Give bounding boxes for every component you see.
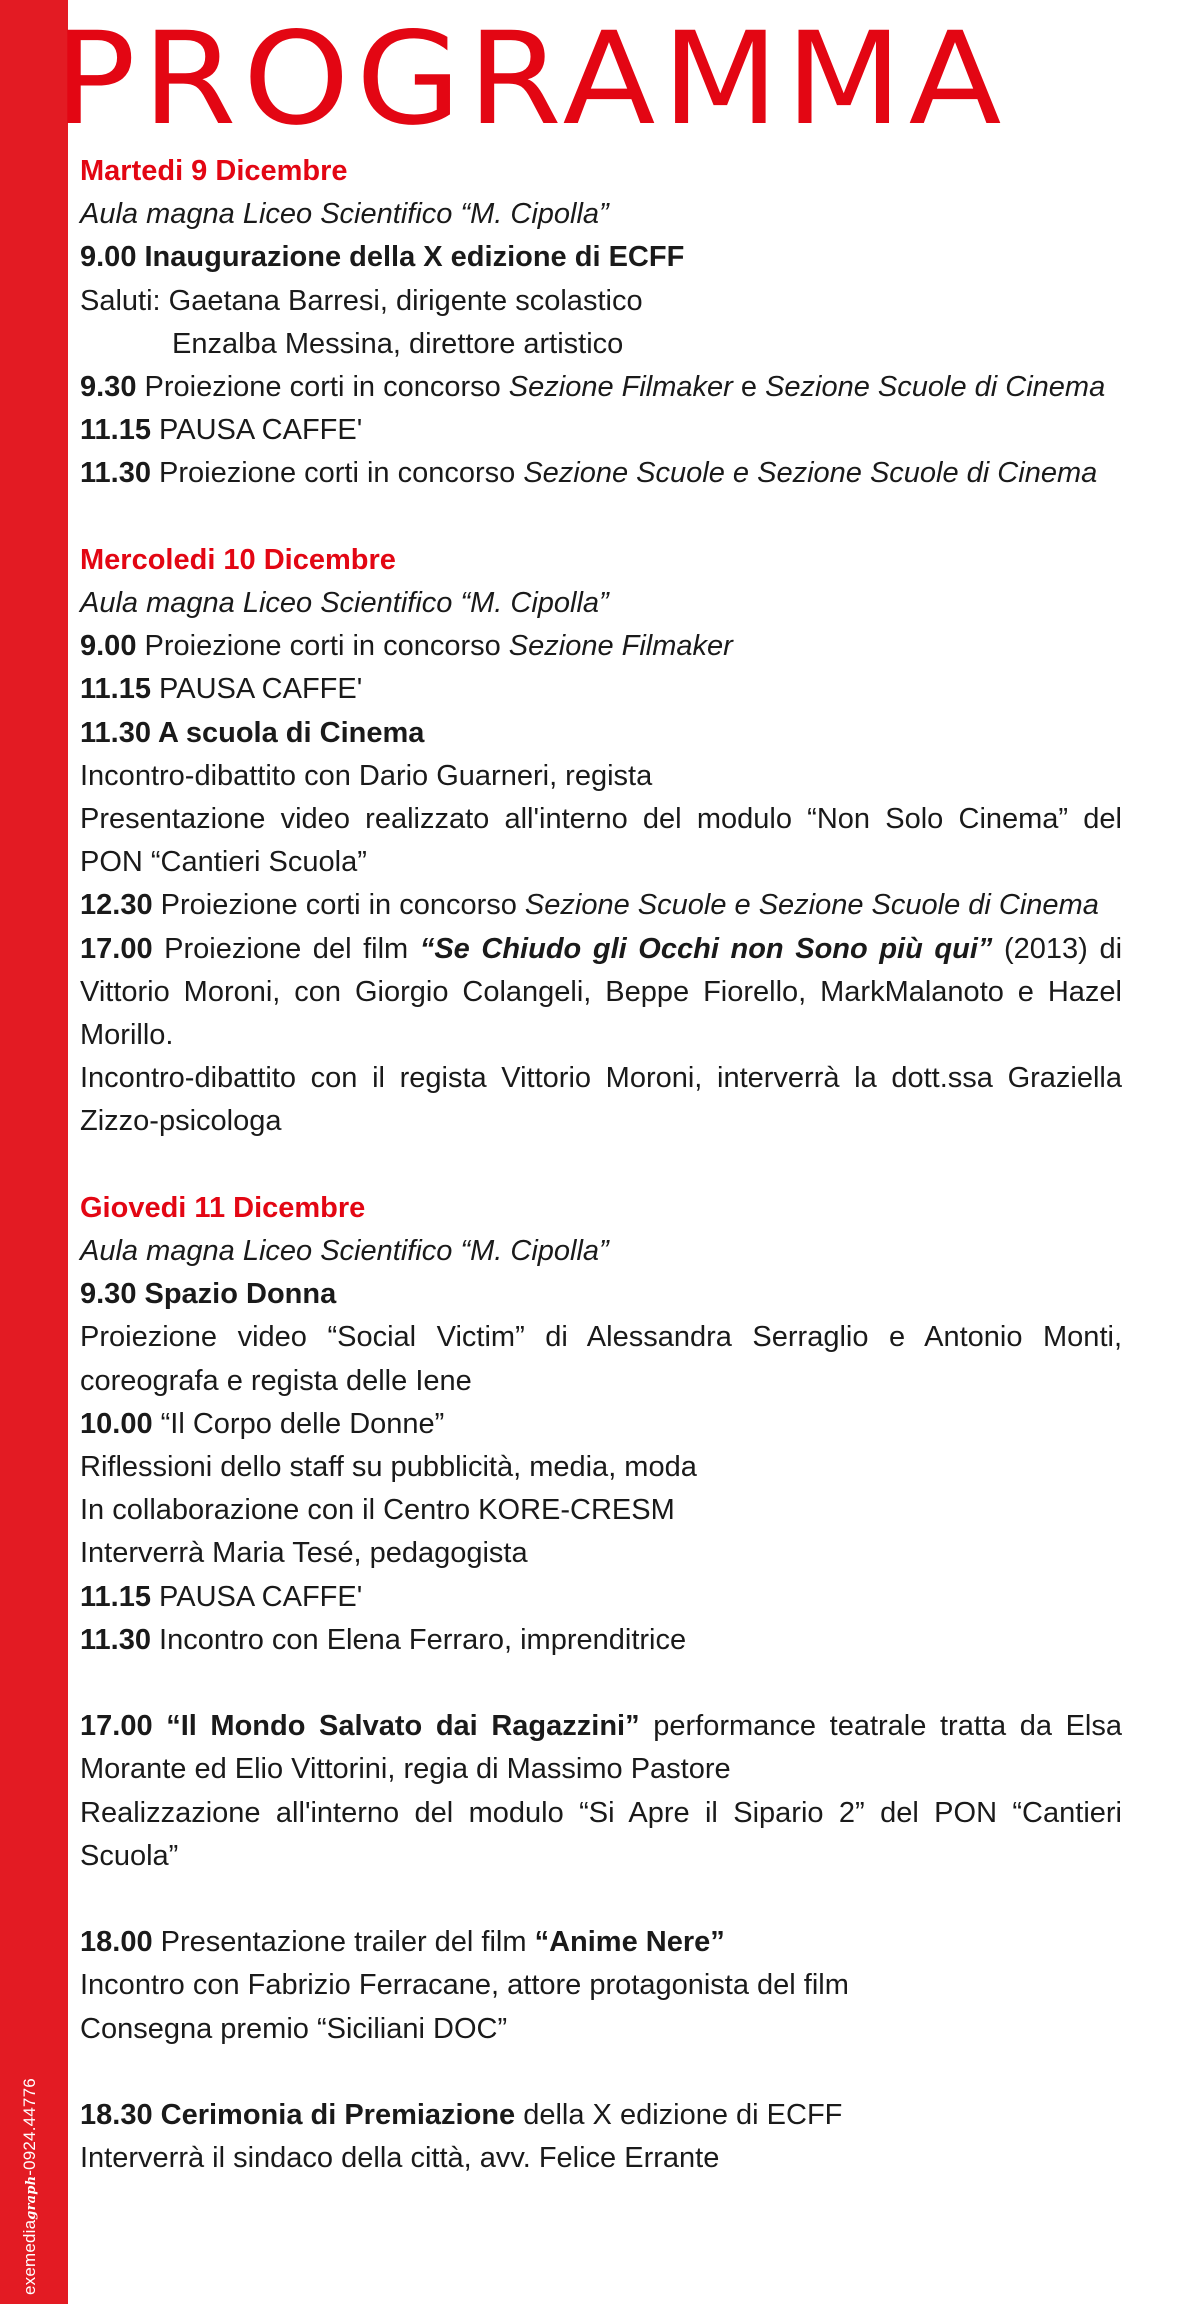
event-time: 18.00 (80, 1926, 153, 1959)
day-heading: Mercoledi 10 Dicembre (80, 543, 396, 576)
event-incontro-ferracane: Incontro con Fabrizio Ferracane, attore protagonista del film (80, 1969, 849, 2002)
event-premio-siciliani: Consegna premio “Siciliani DOC” (80, 2012, 508, 2045)
event-section: Sezione Scuole e Sezione Scuole di Cinema (524, 889, 1099, 922)
event-pausa (80, 409, 1122, 452)
credit-phone: -0924.44776 (20, 2078, 39, 2176)
event-time: 9.00 (80, 630, 137, 663)
event-dibattito-moroni: Incontro-dibattito con il regista Vittorio Moroni, interverrà la dott.ssa Graziella Zizzo-psicologa (80, 1062, 1122, 1138)
credit-script: graph (24, 2175, 39, 2220)
event-text: PAUSA CAFFE' (150, 673, 363, 706)
spacer (80, 1662, 1122, 1705)
event-pausa (80, 668, 1122, 711)
event-riflessioni: Riflessioni dello staff su pubblicità, media, moda (80, 1451, 697, 1484)
event-time: 10.00 (80, 1407, 153, 1440)
event-inaugurazione: 9.00 Inaugurazione della X edizione di ECFF (80, 241, 685, 274)
day-heading: Martedi 9 Dicembre (80, 155, 348, 187)
event-social-victim: Proiezione video “Social Victim” di Alessandra Serraglio e Antonio Monti, coreografa e regista delle Iene (80, 1321, 1122, 1397)
event-title: 18.30 Cerimonia di Premiazione (80, 2099, 516, 2132)
film-title: “Se Chiudo gli Occhi non Sono più qui” (419, 932, 993, 965)
event-mondo-salvato (80, 1705, 1122, 1791)
event-section: Sezione Filmaker (508, 630, 733, 663)
event-time: 11.30 (80, 1623, 151, 1656)
event-title: 17.00 “Il Mondo Salvato dai Ragazzini” (80, 1710, 640, 1743)
day-heading: Giovedi 11 Dicembre (80, 1191, 366, 1224)
event-proiezione-930 (80, 366, 1122, 409)
event-time: 12.30 (80, 889, 153, 922)
spacer (80, 1144, 1122, 1187)
event-time: 9.30 (80, 371, 137, 404)
event-interverra-tese: Interverrà Maria Tesé, pedagogista (80, 1537, 528, 1570)
event-text: Proiezione corti in concorso (152, 889, 525, 922)
film-title: “Anime Nere” (534, 1926, 725, 1959)
event-sipario: Realizzazione all'interno del modulo “Si Apre il Sipario 2” del PON “Cantieri Scuola” (80, 1796, 1122, 1872)
event-cerimonia (80, 2094, 1122, 2137)
day-section-giovedi (80, 1187, 1122, 2181)
event-text: Proiezione corti in concorso (136, 371, 509, 404)
venue: Aula magna Liceo Scientifico “M. Cipolla” (80, 587, 609, 620)
event-time: 11.15 (80, 414, 151, 447)
event-proiezione-900 (80, 625, 1122, 668)
event-corpo-donne (80, 1403, 1122, 1446)
event-proiezione-1130 (80, 452, 1122, 495)
sidebar-red-band (0, 0, 68, 2304)
event-text: Proiezione corti in concorso (136, 630, 509, 663)
event-trailer-anime-nere (80, 1921, 1122, 1964)
event-text: (2013) di Vittorio Moroni, con Giorgio Colangeli, Beppe Fiorello, MarkMalanoto e Hazel Morillo. (80, 932, 1123, 1052)
event-text: PAUSA CAFFE' (150, 414, 363, 447)
event-time: 11.30 (80, 457, 151, 490)
day-section-mercoledi (80, 539, 1122, 1144)
event-text: Presentazione trailer del film (152, 1926, 535, 1959)
event-incontro-ferraro (80, 1619, 1122, 1662)
designer-credit (20, 2078, 40, 2295)
venue: Aula magna Liceo Scientifico “M. Cipolla” (80, 198, 609, 231)
event-section: Sezione Scuole di Cinema (765, 371, 1106, 404)
event-conj: e (732, 371, 766, 404)
event-sindaco: Interverrà il sindaco della città, avv. Felice Errante (80, 2142, 720, 2175)
event-scuola-cinema: 11.30 A scuola di Cinema (80, 716, 425, 749)
event-text: della X edizione di ECFF (515, 2099, 843, 2132)
venue: Aula magna Liceo Scientifico “M. Cipolla” (80, 1235, 609, 1268)
event-text: Proiezione del film (152, 932, 420, 965)
spacer (80, 1878, 1122, 1921)
spacer (80, 2051, 1122, 2094)
program-content (80, 150, 1122, 2180)
event-text: PAUSA CAFFE' (150, 1580, 363, 1613)
event-spazio-donna: 9.30 Spazio Donna (80, 1278, 337, 1311)
event-time: 17.00 (80, 932, 153, 965)
event-presentazione-video: Presentazione video realizzato all'interno del modulo “Non Solo Cinema” del PON “Cantieri Scuola” (80, 803, 1122, 879)
event-text: “Il Corpo delle Donne” (152, 1407, 445, 1440)
page-title: PROGRAMMA (54, 5, 1008, 154)
event-proiezione-1230 (80, 884, 1122, 927)
event-text: Incontro con Elena Ferraro, imprenditrice (150, 1623, 687, 1656)
event-text: Proiezione corti in concorso (150, 457, 524, 490)
day-section-martedi (80, 150, 1122, 496)
event-time: 11.15 (80, 673, 151, 706)
saluti-line-2: Enzalba Messina, direttore artistico (172, 327, 624, 360)
event-section: Sezione Scuole e Sezione Scuole di Cinema (523, 457, 1098, 490)
event-film-1700 (80, 928, 1122, 1058)
event-time: 11.15 (80, 1580, 151, 1613)
saluti-line-1: Saluti: Gaetana Barresi, dirigente scolastico (80, 284, 643, 317)
spacer (80, 496, 1122, 539)
credit-prefix: exemedia (20, 2219, 39, 2295)
event-text: performance teatrale tratta da Elsa Morante ed Elio Vittorini, regia di Massimo Pastore (80, 1710, 1122, 1786)
event-incontro-guarneri: Incontro-dibattito con Dario Guarneri, regista (80, 759, 653, 792)
event-pausa (80, 1576, 1122, 1619)
event-collaborazione: In collaborazione con il Centro KORE-CRESM (80, 1494, 675, 1527)
event-section: Sezione Filmaker (508, 371, 733, 404)
